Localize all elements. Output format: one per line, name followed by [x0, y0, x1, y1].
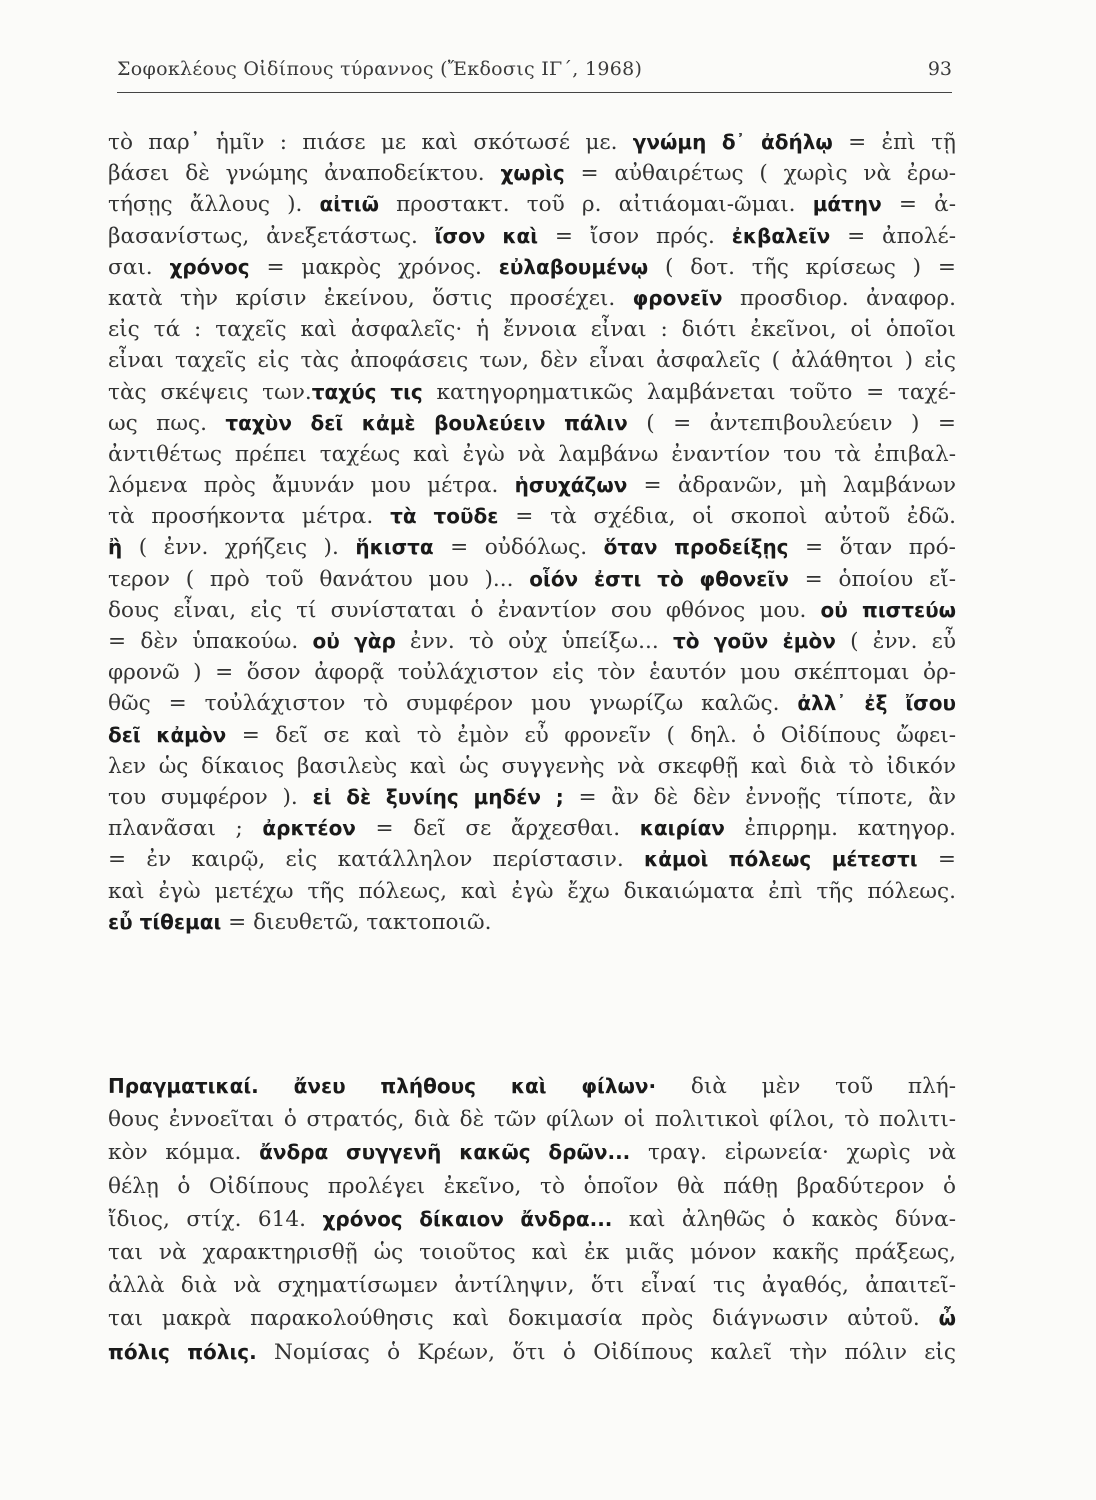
text-line [108, 657, 956, 688]
gloss: εἰς τά : ταχεῖς καὶ ἀσφαλεῖς· ἡ ἔννοια εἶναι : διότι ἐκεῖνοι, οἱ ὁποῖοι [108, 317, 956, 343]
lemma: εἰ δὲ ξυνίης μηδέν ; [312, 784, 564, 809]
lemma: χωρὶς [500, 161, 565, 186]
gloss: διὰ μὲν τοῦ πλή- [656, 1074, 956, 1099]
gloss: θους ἐννοεῖται ὁ στρατός, διὰ δὲ τῶν φίλων οἱ πολιτικοὶ φίλοι, τὸ πολιτι- [108, 1107, 956, 1133]
lemma: δεῖ κἀμὸν [108, 722, 227, 747]
gloss: ἀλλὰ διὰ νὰ σχηματίσωμεν ἀντίληψιν, ὅτι εἶναί τις ἀγαθός, ἀπαιτεῖ- [108, 1273, 956, 1299]
lemma: ἴσον καὶ [434, 223, 539, 248]
gloss: τὸ παρ᾽ ἡμῖν : πιάσε με καὶ σκότωσέ με. [108, 130, 633, 155]
header-rule [117, 92, 952, 93]
text-line [108, 782, 956, 813]
text-line [108, 1336, 956, 1369]
text-line [108, 283, 956, 314]
text-line [108, 1170, 956, 1203]
lemma: καιρίαν [639, 816, 725, 841]
text-line [108, 813, 956, 844]
text-line [108, 439, 956, 470]
lemma: ἐκβαλεῖν [731, 223, 831, 248]
commentary-block-1 [108, 127, 956, 938]
gloss: = ἐπὶ τῇ [832, 130, 956, 155]
text-line [108, 1302, 956, 1335]
lemma: τὰ τοῦδε [390, 504, 499, 529]
text-line [108, 470, 956, 501]
gloss: ἀντιθέτως πρέπει ταχέως καὶ ἐγὼ νὰ λαμβάνω ἐναντίον του τὰ ἐπιβαλ- [108, 441, 956, 467]
lemma: Πραγματικαί. ἄνευ πλήθους καὶ φίλων· [108, 1074, 657, 1098]
text-line [108, 876, 956, 907]
lemma: οὐ πιστεύω [820, 597, 956, 622]
gloss: τὰς σκέψεις των. [108, 379, 312, 405]
gloss: = ἀδρανῶν, μὴ λαμβάνων [627, 473, 956, 499]
text-line [108, 1136, 956, 1169]
text-line [108, 345, 956, 376]
text-line [108, 501, 956, 532]
gloss: = δεῖ σε ἄρχεσθαι. [355, 816, 640, 842]
text-line [108, 1103, 956, 1136]
lemma: ἀρκτέον [262, 816, 356, 841]
gloss: ( δοτ. τῆς κρίσεως ) = [648, 254, 956, 280]
text-line [108, 844, 956, 875]
gloss: πλανᾶσαι ; [108, 816, 263, 842]
text-line [108, 314, 956, 345]
lemma: πόλις πόλις. [108, 1339, 257, 1364]
gloss: ται μακρὰ παρακολούθησις καὶ δοκιμασία πρὸς διάγνωσιν αὐτοῦ. [108, 1306, 939, 1332]
gloss: = μακρὸς χρόνος. [249, 254, 499, 280]
text-line [108, 626, 956, 657]
text-line [108, 1070, 956, 1103]
gloss: κατὰ τὴν κρίσιν ἐκείνου, ὅστις προσέχει. [108, 285, 633, 311]
gloss: ἴδιος, στίχ. 614. [108, 1206, 323, 1232]
text-line [108, 221, 956, 252]
text-line [108, 1203, 956, 1236]
gloss: καὶ ἀληθῶς ὁ κακὸς δύνα- [612, 1206, 956, 1232]
lemma: μάτην [812, 192, 882, 217]
gloss: θέλῃ ὁ Οἰδίπους προλέγει ἐκεῖνο, τὸ ὁποῖον θὰ πάθῃ βραδύτερον ὁ [108, 1173, 956, 1199]
lemma: οἷόν ἐστι τὸ φθονεῖν [529, 566, 789, 591]
lemma: φρονεῖν [632, 285, 723, 310]
lemma: χρόνος δίκαιον ἄνδρα... [322, 1206, 613, 1231]
lemma: ταχὺν δεῖ κἀμὲ βουλεύειν πάλιν [225, 410, 628, 435]
lemma: εὐλαβουμένῳ [498, 254, 649, 279]
text-line [108, 252, 956, 283]
gloss: ( ἐνν. χρήζεις ). [122, 535, 356, 561]
gloss: προσδιορ. ἀναφορ. [722, 285, 956, 311]
gloss: τήσῃς ἄλλους ). [108, 192, 320, 218]
text-line [108, 1269, 956, 1302]
lemma: ἡσυχάζων [514, 473, 628, 498]
text-line [108, 564, 956, 595]
gloss: τὰ προσήκοντα μέτρα. [108, 504, 391, 530]
gloss: = ἴσον πρός. [538, 223, 732, 249]
gloss: ἐνν. τὸ οὐχ ὑπείξω... [395, 629, 673, 654]
text-line [108, 720, 956, 751]
lemma: ἢ [108, 535, 123, 560]
lemma: ὦ [938, 1306, 956, 1331]
gloss: φρονῶ ) = ὅσον ἀφορᾷ τοὐλάχιστον εἰς τὸν ἑαυτόν μου σκέπτομαι ὀρ- [108, 660, 956, 686]
running-header [117, 58, 952, 90]
gloss: ( = ἀντεπιβουλεύειν ) = [627, 410, 956, 436]
gloss: κατηγορηματικῶς λαμβάνεται τοῦτο = ταχέ- [422, 379, 956, 405]
text-line [108, 751, 956, 782]
gloss: = ἐν καιρῷ, εἰς κατάλληλον περίστασιν. [108, 847, 645, 873]
gloss: = [917, 847, 956, 873]
lemma: ταχύς τις [311, 379, 423, 404]
gloss: = αὐθαιρέτως ( χωρὶς νὰ ἐρω- [564, 161, 956, 187]
text-line [108, 158, 956, 189]
gloss: του συμφέρον ). [108, 784, 313, 810]
text-line [108, 189, 956, 220]
lemma: αἰτιῶ [319, 192, 379, 217]
text-line [108, 408, 956, 439]
gloss: τραγ. εἰρωνεία· χωρὶς νὰ [630, 1140, 956, 1166]
running-title: Σοφοκλέους Οἰδίπους τύραννος (Ἔκδοσις ΙΓ΄, 1968) [117, 58, 643, 80]
gloss: ως πως. [108, 410, 226, 436]
page-number: 93 [927, 58, 952, 80]
gloss: = ἀ- [881, 192, 956, 218]
text-line [108, 532, 956, 563]
text-line [108, 1236, 956, 1269]
gloss: = οὐδόλως. [433, 535, 604, 561]
gloss: ( ἐνν. εὖ [835, 629, 956, 654]
gloss: δους εἶναι, εἰς τί συνίσταται ὁ ἐναντίον σου φθόνος μου. [108, 597, 821, 623]
lemma: χρόνος [169, 254, 250, 279]
gloss: βασανίστως, ἀνεξετάστως. [108, 223, 435, 249]
lemma: τὸ γοῦν ἐμὸν [672, 629, 836, 653]
lemma: ἀλλ᾽ ἐξ ἴσου [797, 691, 956, 716]
lemma: οὐ γὰρ [312, 629, 396, 653]
gloss: = τὰ σχέδια, οἱ σκοποὶ αὐτοῦ ἐδῶ. [498, 504, 956, 530]
gloss: κὸν κόμμα. [108, 1140, 260, 1166]
text-line [108, 377, 956, 408]
gloss: = δεῖ σε καὶ τὸ ἐμὸν εὖ φρονεῖν ( δηλ. ὁ Οἰδίπους ὤφει- [226, 722, 956, 748]
gloss: βάσει δὲ γνώμης ἀναποδείκτου. [108, 161, 501, 187]
text-line [108, 907, 956, 938]
gloss: τερον ( πρὸ τοῦ θανάτου μου )... [108, 566, 530, 592]
gloss: = ἂν δὲ δὲν ἐννοῇς τίποτε, ἂν [563, 784, 956, 810]
gloss: = ὁποίου εἴ- [788, 566, 956, 592]
commentary-block-2 [108, 1070, 956, 1369]
gloss: θῶς = τοὐλάχιστον τὸ συμφέρον μου γνωρίζω καλῶς. [108, 691, 798, 717]
gloss: = ἀπολέ- [830, 223, 956, 249]
gloss: Νομίσας ὁ Κρέων, ὅτι ὁ Οἰδίπους καλεῖ τὴν πόλιν εἰς [256, 1339, 956, 1365]
gloss: λόμενα πρὸς ἄμυνάν μου μέτρα. [108, 473, 515, 499]
text-line [108, 688, 956, 719]
text-line [108, 595, 956, 626]
lemma: ἥκιστα [355, 535, 434, 560]
gloss: ἐπιρρημ. κατηγορ. [724, 816, 956, 842]
gloss: ται νὰ χαρακτηρισθῇ ὡς τοιοῦτος καὶ ἐκ μιᾶς μόνον κακῆς πράξεως, [108, 1239, 956, 1265]
gloss: = δὲν ὑπακούω. [108, 629, 313, 654]
gloss: = διευθετῶ, τακτοποιῶ. [221, 909, 492, 935]
gloss: εἶναι ταχεῖς εἰς τὰς ἀποφάσεις των, δὲν εἶναι ἀσφαλεῖς ( ἀλάθητοι ) εἰς [108, 348, 956, 374]
gloss: = ὅταν πρό- [788, 535, 956, 561]
gloss: σαι. [108, 254, 170, 280]
lemma: ὅταν προδείξῃς [603, 535, 789, 560]
lemma: κἀμοὶ πόλεως μέτεστι [644, 847, 918, 872]
lemma: γνώμη δ᾽ ἀδήλῳ [632, 130, 833, 154]
text-line [108, 127, 956, 158]
gloss: καὶ ἐγὼ μετέχω τῆς πόλεως, καὶ ἐγὼ ἔχω δικαιώματα ἐπὶ τῆς πόλεως. [108, 878, 956, 904]
gloss: λεν ὡς δίκαιος βασιλεὺς καὶ ὡς συγγενὴς νὰ σκεφθῇ καὶ διὰ τὸ ἰδικόν [108, 753, 956, 779]
lemma: εὖ τίθεμαι [108, 909, 222, 934]
gloss: προστακτ. τοῦ ρ. αἰτιάομαι-ῶμαι. [378, 192, 813, 218]
lemma: ἄνδρα συγγενῆ κακῶς δρῶν... [259, 1140, 631, 1165]
